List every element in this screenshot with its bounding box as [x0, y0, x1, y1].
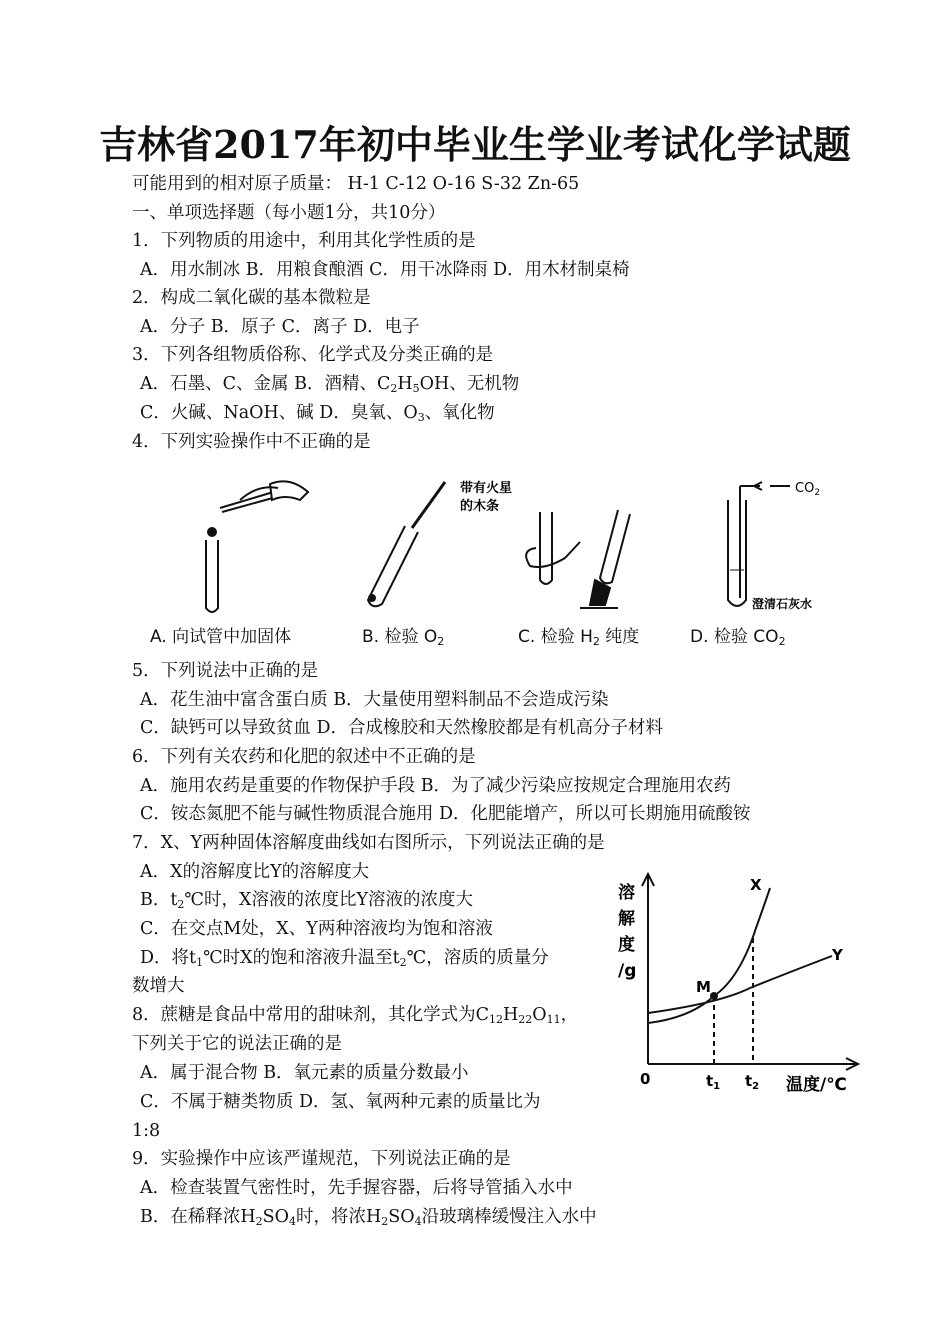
solubility-graph: [610, 868, 870, 1098]
q1-stem: 1．下列物质的用途中，利用其化学性质的是: [132, 231, 476, 251]
atomic-mass-line: 可能用到的相对原子质量： H-1 C-12 O-16 S-32 Zn-65: [132, 174, 580, 194]
fig-c-caption: C. 检验 $H_2$ 纯度: [518, 627, 640, 648]
intersection-point: [710, 992, 718, 1000]
fig-c-apparatus: [526, 510, 630, 608]
xlabel: 温度/℃: [786, 1075, 847, 1095]
q7-option-b: B．$t_2℃$时，X溶液的浓度比Y溶液的浓度大: [140, 890, 473, 911]
q4-figure: [140, 470, 860, 620]
q8-stem: 8．蔗糖是食品中常用的甜味剂，其化学式为$C_{12}H_{22}O_{11}$，: [132, 1005, 579, 1026]
q6-options-1: A．施用农药是重要的作物保护手段 B．为了减少污染应按规定合理施用农药: [140, 776, 732, 796]
splint-label-1: 带有火星: [460, 481, 513, 496]
q6-options-2: C．铵态氮肥不能与碱性物质混合施用 D．化肥能增产，所以可长期施用硫酸铵: [140, 804, 751, 824]
q5-stem: 5．下列说法中正确的是: [132, 661, 319, 681]
ylabel-3: 度: [618, 935, 635, 955]
q8-options-2: C．不属于糖类物质 D．氢、氧两种元素的质量比为: [140, 1092, 541, 1112]
q2-stem: 2．构成二氧化碳的基本微粒是: [132, 288, 371, 308]
q7-option-d-cont: 数增大: [132, 976, 185, 996]
curve-y-label: Y: [832, 946, 843, 964]
q1-options: A．用水制冰 B．用粮食酿酒 C．用干冰降雨 D．用木材制桌椅: [140, 260, 630, 280]
q3-options-cd: C．火碱、NaOH、碱 D．臭氧、$O_3$、氧化物: [140, 403, 495, 424]
ylabel-2: 解: [618, 909, 635, 929]
point-m-label: M: [696, 978, 711, 996]
q9-stem: 9．实验操作中应该严谨规范，下列说法正确的是: [132, 1149, 511, 1169]
q8-stem-2: 下列关于它的说法正确的是: [132, 1034, 342, 1054]
fig-b-caption: B. 检验 $O_2$: [362, 627, 445, 648]
q8-options-1: A．属于混合物 B．氧元素的质量分数最小: [140, 1063, 469, 1083]
q8-options-2-cont: 1:8: [132, 1121, 161, 1141]
t1-label: $t_1$: [706, 1072, 721, 1092]
q3-stem: 3．下列各组物质俗称、化学式及分类正确的是: [132, 345, 494, 365]
q2-options: A．分子 B．原子 C．离子 D．电子: [140, 317, 420, 337]
q5-options-1: A．花生油中富含蛋白质 B．大量使用塑料制品不会造成污染: [140, 690, 609, 710]
fig-b-test-tube: [368, 482, 445, 606]
q4-stem: 4．下列实验操作中不正确的是: [132, 432, 371, 452]
q7-option-a: A．X的溶解度比Y的溶解度大: [140, 862, 370, 882]
fig-d-caption: D. 检验 $CO_2$: [690, 627, 786, 648]
t2-label: $t_2$: [745, 1072, 760, 1092]
q3-options-ab: A．石墨、C、金属 B．酒精、$C_2H_5OH$、无机物: [140, 374, 520, 395]
origin-label: 0: [640, 1070, 651, 1088]
curve-x-label: X: [750, 876, 762, 894]
q6-stem: 6．下列有关农药和化肥的叙述中不正确的是: [132, 747, 476, 767]
splint-label-2: 的木条: [460, 499, 500, 514]
fig-a-test-tube: [206, 481, 308, 612]
limewater-label: 澄清石灰水: [752, 597, 813, 611]
q9-option-b: B．在稀释浓$H_2SO_4$时，将浓$H_2SO_4$沿玻璃棒缓慢注入水中: [140, 1207, 597, 1228]
page-title: 吉林省2017年初中毕业生学业考试化学试题: [99, 122, 851, 167]
q9-option-a: A．检查装置气密性时，先手握容器，后将导管插入水中: [140, 1178, 573, 1198]
ylabel-1: 溶: [618, 883, 635, 903]
co2-label: $CO_2$: [795, 481, 821, 498]
q7-option-c: C．在交点M处，X、Y两种溶液均为饱和溶液: [140, 919, 493, 939]
section-heading: 一、单项选择题（每小题1分，共10分）: [132, 203, 446, 223]
fig-d-apparatus: [728, 482, 790, 606]
ylabel-4: /g: [618, 961, 637, 981]
q7-stem: 7．X、Y两种固体溶解度曲线如右图所示，下列说法正确的是: [132, 833, 605, 853]
q5-options-2: C．缺钙可以导致贫血 D．合成橡胶和天然橡胶都是有机高分子材料: [140, 718, 663, 738]
fig-a-caption: A. 向试管中加固体: [150, 627, 292, 647]
q7-option-d: D．将$t_1℃$时X的饱和溶液升温至$t_2℃$，溶质的质量分: [140, 948, 549, 969]
